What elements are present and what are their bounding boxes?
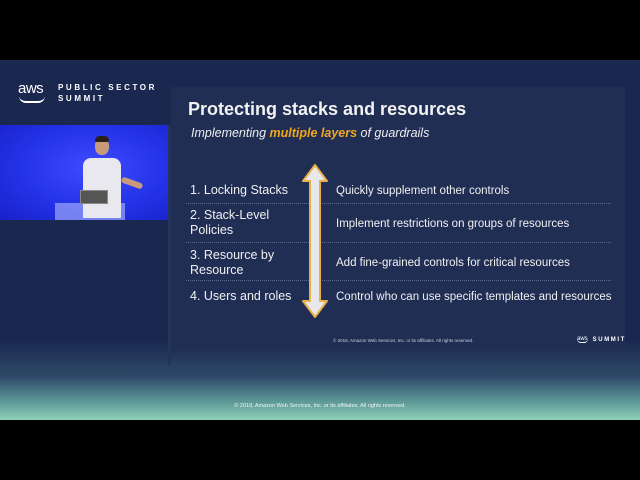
aws-mini-logo-icon: aws (577, 336, 588, 342)
subtitle-highlight: multiple layers (269, 126, 358, 140)
guardrail-row-2 (186, 204, 611, 243)
event-name-line2: SUMMIT (58, 94, 106, 103)
aws-smile-icon (19, 96, 45, 103)
row-label: 4. Users and roles (190, 289, 292, 303)
double-arrow-icon (301, 164, 329, 318)
presenter-arm (121, 176, 144, 189)
subtitle-suffix: of guardrails (357, 126, 430, 140)
guardrail-row-4 (186, 281, 611, 311)
presenter-body (83, 158, 121, 218)
laptop (80, 190, 108, 204)
letterbox-top (0, 0, 640, 60)
row-description: Quickly supplement other controls (336, 185, 510, 197)
slide-summit-logo (577, 336, 626, 343)
event-name (58, 82, 157, 104)
aws-logo-icon (18, 82, 48, 104)
event-name-line1: PUBLIC SECTOR (58, 83, 157, 92)
aws-logo-text: aws (18, 80, 44, 97)
event-branding (18, 82, 157, 104)
summit-label: SUMMIT (592, 336, 626, 343)
slide-subtitle (191, 126, 429, 140)
guardrail-row-3 (186, 243, 611, 281)
presenter-hair (95, 136, 109, 142)
row-description: Add fine-grained controls for critical resources (336, 257, 570, 269)
row-label: 2. Stack-Level Policies (190, 208, 270, 237)
slide-title: Protecting stacks and resources (188, 99, 467, 119)
row-label: 1. Locking Stacks (190, 183, 288, 197)
guardrail-row-1 (186, 177, 611, 204)
row-label: 3. Resource by Resource (190, 248, 275, 277)
slide-copyright: © 2018, Amazon Web Services, Inc. or its affiliates. All rights reserved. (333, 338, 474, 343)
presenter-video (0, 125, 170, 220)
subtitle-prefix: Implementing (191, 126, 270, 140)
row-description: Implement restrictions on groups of resources (336, 218, 570, 230)
row-description: Control who can use specific templates and resources (336, 291, 612, 303)
presentation-slide (171, 87, 625, 350)
page-copyright: © 2018, Amazon Web Services, Inc. or its affiliates. All rights reserved. (234, 403, 406, 409)
letterbox-bottom (0, 420, 640, 480)
